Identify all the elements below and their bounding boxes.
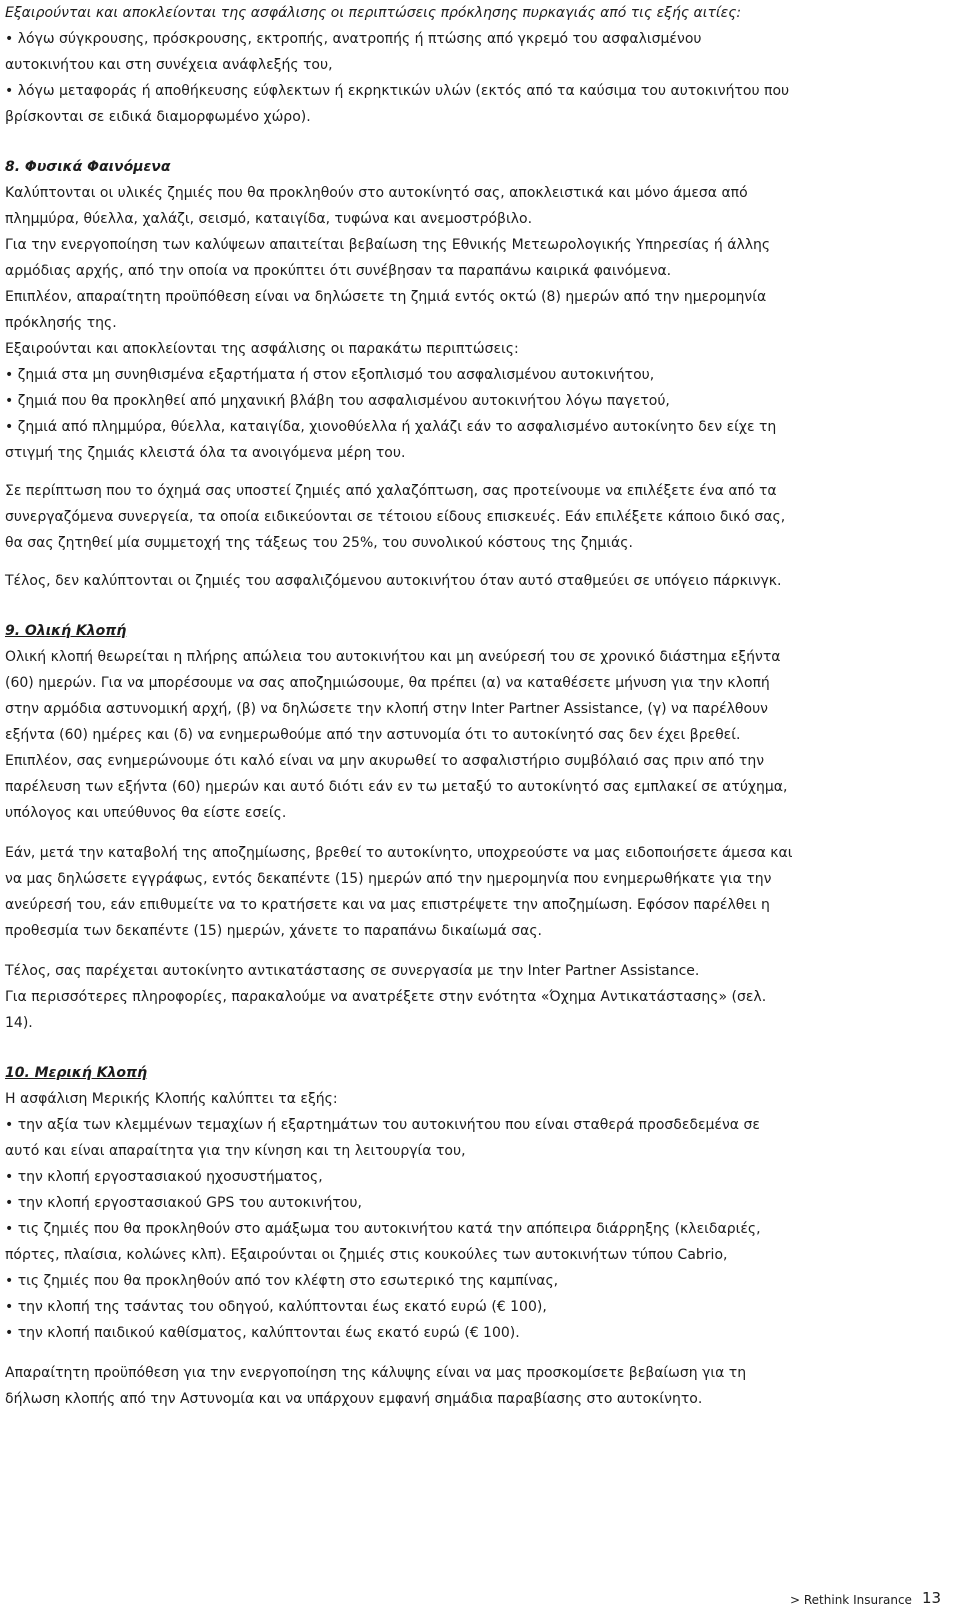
section-9-paragraph: Επιπλέον, σας ενημερώνουμε ότι καλό είναι να μην ακυρωθεί το ασφαλιστήριο συμβόλαιό σας πριν από την παρέλευση των εξήντα (60) ημερών και αυτό διότι εάν εν τω μεταξύ το αυτοκίνητό σας εμπλακεί σε ατύχημα, υπόλογος και υπεύθυνος θα είστε εσείς. — [5, 753, 788, 821]
section-9-paragraph: Ολική κλοπή θεωρείται η πλήρης απώλεια του αυτοκινήτου και μη ανεύρεσή του σε χρονικό διάστημα εξήντα (60) ημερών. Για να μπορέσουμε να σας αποζημιώσουμε, θα πρέπει (α) να καταθέσετε μήνυση για την κλοπή στην αρμόδια αστυνομική αρχή, (β) να δηλώσετε την κλοπή στην Inter Partner Assistance, (γ) να παρέλθουν εξήντα (60) ημέρες και (δ) να ενημερωθούμε από την αστυνομία ότι το αυτοκίνητό σας δεν έχει βρεθεί. — [5, 649, 781, 743]
intro-bullet: • λόγω μεταφοράς ή αποθήκευσης εύφλεκτων ή εκρηκτικών υλών (εκτός από τα καύσιμα του αυτοκινήτου που βρίσκονται σε ειδικά διαμορφωμένο χώρο). — [5, 78, 795, 130]
section-9-heading: 9. Ολική Κλοπή — [5, 623, 127, 639]
section-8-bullet: • ζημιά από πλημμύρα, θύελλα, καταιγίδα, χιονοθύελλα ή χαλάζι εάν το ασφαλισμένο αυτοκίνητο δεν είχε τη στιγμή της ζημιάς κλειστά όλα τα ανοιγόμενα μέρη του. — [5, 414, 795, 466]
section-10-bullet: • την αξία των κλεμμένων τεμαχίων ή εξαρτημάτων του αυτοκινήτου που είναι σταθερά προσδεδεμένα σε αυτό και είναι απαραίτητα για την κίνηση και τη λειτουργία του, — [5, 1112, 795, 1164]
footer-brand: > Rethink Insurance — [790, 1593, 912, 1607]
section-9-paragraph: Για περισσότερες πληροφορίες, παρακαλούμε να ανατρέξετε στην ενότητα «Όχημα Αντικατάστασης» (σελ. 14). — [5, 989, 767, 1031]
intro-bullet: • λόγω σύγκρουσης, πρόσκρουσης, εκτροπής, ανατροπής ή πτώσης από γκρεμό του ασφαλισμένου αυτοκινήτου και στη συνέχεια ανάφλεξής του, — [5, 26, 795, 78]
section-8-paragraph: Καλύπτονται οι υλικές ζημιές που θα προκληθούν στο αυτοκίνητό σας, αποκλειστικά και μόνο άμεσα από πλημμύρα, θύελλα, χαλάζι, σεισμό, καταιγίδα, τυφώνα και ανεμοστρόβιλο. — [5, 185, 748, 227]
section-10-bullet: • τις ζημιές που θα προκληθούν στο αμάξωμα του αυτοκινήτου κατά την απόπειρα διάρρηξης (κλειδαριές, πόρτες, πλαίσια, κολώνες κλπ). Εξαιρούνται οι ζημιές στις κουκούλες των αυτοκινήτων τύπου Cabrio, — [5, 1216, 795, 1268]
section-8-paragraph: Εξαιρούνται και αποκλείονται της ασφάλισης οι παρακάτω περιπτώσεις: — [5, 341, 519, 357]
section-8-bullet: • ζημιά που θα προκληθεί από μηχανική βλάβη του ασφαλισμένου αυτοκινήτου λόγω παγετού, — [5, 388, 795, 414]
section-10-bullet: • την κλοπή της τσάντας του οδηγού, καλύπτονται έως εκατό ευρώ (€ 100), — [5, 1294, 795, 1320]
document-page — [5, 0, 795, 1412]
section-10-bullet: • τις ζημιές που θα προκληθούν από τον κλέφτη στο εσωτερικό της καμπίνας, — [5, 1268, 795, 1294]
section-8-paragraph: Για την ενεργοποίηση των καλύψεων απαιτείται βεβαίωση της Εθνικής Μετεωρολογικής Υπηρεσίας ή άλλης αρμόδιας αρχής, από την οποία να προκύπτει ότι συνέβησαν τα παραπάνω καιρικά φαινόμενα. — [5, 237, 771, 279]
section-8-heading: 8. Φυσικά Φαινόμενα — [5, 159, 171, 175]
section-10-paragraph: Η ασφάλιση Μερικής Κλοπής καλύπτει τα εξής: — [5, 1091, 338, 1107]
section-8-paragraph: Σε περίπτωση που το όχημά σας υποστεί ζημιές από χαλαζόπτωση, σας προτείνουμε να επιλέξετε ένα από τα συνεργαζόμενα συνεργεία, τα οποία ειδικεύονται σε τέτοιου είδους επισκευές. Εάν επιλέξετε κάποιο δικό σας, θα σας ζητηθεί μία συμμετοχή της τάξεως του 25%, του συνολικού κόστους της ζημιάς. — [5, 483, 786, 551]
section-10-paragraph: Απαραίτητη προϋπόθεση για την ενεργοποίηση της κάλυψης είναι να μας προσκομίσετε βεβαίωση για τη δήλωση κλοπής από την Αστυνομία και να υπάρχουν εμφανή σημάδια παραβίασης στο αυτοκίνητο. — [5, 1365, 747, 1407]
section-8-paragraph: Τέλος, δεν καλύπτονται οι ζημιές του ασφαλιζόμενου αυτοκινήτου όταν αυτό σταθμεύει σε υπόγειο πάρκινγκ. — [5, 573, 782, 589]
section-10-bullet: • την κλοπή εργοστασιακού GPS του αυτοκινήτου, — [5, 1190, 795, 1216]
section-8-bullet: • ζημιά στα μη συνηθισμένα εξαρτήματα ή στον εξοπλισμό του ασφαλισμένου αυτοκινήτου, — [5, 362, 795, 388]
section-10-heading: 10. Μερική Κλοπή — [5, 1065, 148, 1081]
intro-lead: Εξαιρούνται και αποκλείονται της ασφάλισης οι περιπτώσεις πρόκλησης πυρκαγιάς από τις εξής αιτίες: — [5, 5, 742, 21]
section-9-paragraph: Τέλος, σας παρέχεται αυτοκίνητο αντικατάστασης σε συνεργασία με την Inter Partner Assistance. — [5, 963, 700, 979]
page-footer — [790, 1591, 960, 1610]
section-9-paragraph: Εάν, μετά την καταβολή της αποζημίωσης, βρεθεί το αυτοκίνητο, υποχρεούστε να μας ειδοποιήσετε άμεσα και να μας δηλώσετε εγγράφως, εντός δεκαπέντε (15) ημερών από την ημερομηνία που ενημερωθήκατε για την ανεύρεσή του, εάν επιθυμείτε να το κρατήσετε και να μας επιστρέψετε την αποζημίωση. Εφόσον παρέλθει η προθεσμία των δεκαπέντε (15) ημερών, χάνετε το παραπάνω δικαίωμά σας. — [5, 845, 793, 939]
section-10-bullet: • την κλοπή εργοστασιακού ηχοσυστήματος, — [5, 1164, 795, 1190]
page-number: 13 — [922, 1589, 942, 1607]
section-8-paragraph: Επιπλέον, απαραίτητη προϋπόθεση είναι να δηλώσετε τη ζημιά εντός οκτώ (8) ημερών από την ημερομηνία πρόκλησής της. — [5, 289, 767, 331]
section-10-bullet: • την κλοπή παιδικού καθίσματος, καλύπτονται έως εκατό ευρώ (€ 100). — [5, 1320, 795, 1346]
